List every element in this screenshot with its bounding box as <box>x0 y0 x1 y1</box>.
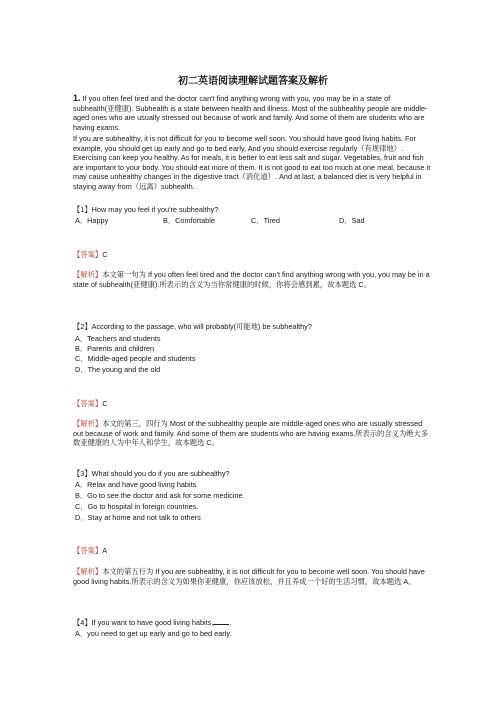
q1-answer <box>73 250 431 260</box>
q4-option-a: A．you need to get up early and go to bed early. <box>75 629 232 638</box>
q3-answer <box>73 546 431 556</box>
answer-label: 【答案】 <box>73 399 103 408</box>
analysis-label: 【解析】 <box>73 270 103 279</box>
q3-option-b: B．Go to see the doctor and ask for some medicine. <box>75 491 245 500</box>
q3-answer-value: A <box>102 546 108 555</box>
q2-analysis <box>73 419 431 448</box>
q1-option-a: A．Happy <box>75 216 109 225</box>
q2-answer <box>73 399 431 409</box>
passage-paragraph-1 <box>73 94 431 132</box>
q3-text: 【3】What should you do if you are subhealthy? <box>73 469 230 478</box>
q3-option-d: D．Stay at home and not talk to others <box>75 513 201 522</box>
q4-text <box>73 617 431 628</box>
q2-text: 【2】According to the passage, who will probably(可能地) be subhealthy? <box>73 322 312 331</box>
q3-option-a: A．Relax and have good living habits <box>75 480 197 489</box>
q1-option-d: D．Sad <box>339 216 365 225</box>
q1-option-b: B．Comfortable <box>163 216 215 225</box>
q2-option-a: A．Teachers and students <box>75 334 161 343</box>
answer-label: 【答案】 <box>73 546 103 555</box>
q4-question-suffix: . <box>229 618 232 627</box>
passage-text-1: If you often feel tired and the doctor can't find anything wrong with you, you may be in a state of subhealth(亚健康). Subhealth is a state between health and illness. Most of the subhealthy people are middle-aged ones who are usually stressed out because of work and family. And some of them are students who are having exams. <box>73 94 428 132</box>
q1-option-c: C．Tired <box>251 216 280 225</box>
q2-option-c: C．Middle-aged people and students <box>75 354 196 363</box>
answer-blank <box>213 617 232 627</box>
q1-analysis <box>73 270 431 289</box>
analysis-label: 【解析】 <box>73 419 103 428</box>
question-number: 1. <box>73 93 81 103</box>
q1-analysis-text: 本文第一句为 If you often feel tired and the doctor can't find anything wrong with you, you may be in a state of subhealth(亚健康).所表示的含义为当你常健康的时候，你将会感到累，故本题选 C。 <box>73 270 430 289</box>
q4-question-prefix: 【4】If you want to have good living habits, <box>73 618 214 627</box>
q1-text: 【1】How may you feel if you're subhealthy? <box>73 205 219 214</box>
passage-paragraph-2: If you are subhealthy, it is not difficult for you to become well soon. You should have good living habits. For example, you should get up early and go to bed early, And you should exercise regularly（有规律地）. Exercising can keep you healthy. As for meals, it is better to eat less salt and sugar. Vegetables, fruit and fish are important to your body. You should eat more of them. It is not good to eat too much at one meal, because it may cause unhealthy changes in the digestive tract（消化道）. And at last, a balanced diet is very helpful in staying away from（远离）subhealth. <box>73 134 431 191</box>
q3-analysis-text: 本文的第五行为 If you are subhealthy, it is not difficult for you to become well soon. You should have good living habits.所表示的含义为如果你亚健康，你应该放松，并且养成一个好的生活习惯，故本题选 A。 <box>73 567 425 586</box>
q2-option-d: D．The young and the old <box>75 365 161 374</box>
analysis-label: 【解析】 <box>73 567 103 576</box>
q2-option-b: B．Parents and children <box>75 344 155 353</box>
q1-answer-value: C <box>102 250 108 259</box>
q2-analysis-text: 本文的第三，四行为 Most of the subhealthy people are middle-aged ones who are usually stressed out because of work and family. And some of them are students who are having exams.所表示的含义为绝大多数亚健康的人为中年人和学生，故本题选 C。 <box>73 419 429 447</box>
q3-analysis <box>73 567 431 586</box>
answer-label: 【答案】 <box>73 250 103 259</box>
q3-option-c: C．Go to hospital in foreign countries. <box>75 502 199 511</box>
q2-answer-value: C <box>102 399 108 408</box>
document-title: 初二英语阅读理解试题答案及解析 <box>178 76 328 87</box>
q1-options <box>75 216 433 226</box>
